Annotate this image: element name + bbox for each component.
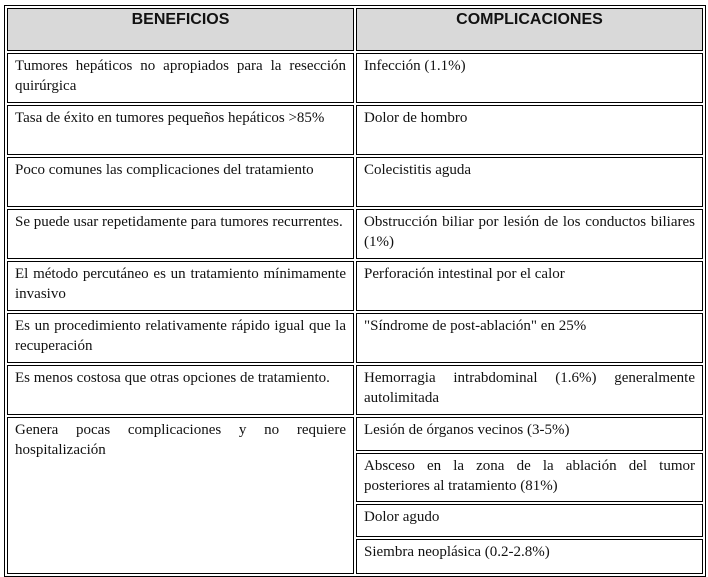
complication-cell: Siembra neoplásica (0.2-2.8%) (356, 539, 703, 574)
complication-cell: Dolor agudo (356, 504, 703, 537)
table-row (7, 105, 703, 155)
table-row (7, 313, 703, 363)
table-row (7, 417, 703, 451)
header-benefits: BENEFICIOS (7, 8, 354, 51)
table-row (7, 261, 703, 311)
complication-cell: Dolor de hombro (356, 105, 703, 155)
complication-cell: Lesión de órganos vecinos (3-5%) (356, 417, 703, 451)
benefit-cell: Se puede usar repetidamente para tumores recurrentes. (7, 209, 354, 259)
complication-cell: Absceso en la zona de la ablación del tumor posteriores al tratamiento (81%) (356, 453, 703, 502)
header-complications: COMPLICACIONES (356, 8, 703, 51)
complication-cell: Colecistitis aguda (356, 157, 703, 207)
benefit-cell: Tasa de éxito en tumores pequeños hepáticos >85% (7, 105, 354, 155)
complication-cell: Obstrucción biliar por lesión de los conductos biliares (1%) (356, 209, 703, 259)
table-row (7, 365, 703, 415)
benefit-cell: Poco comunes las complicaciones del tratamiento (7, 157, 354, 207)
complication-cell: Hemorragia intrabdominal (1.6%) generalmente autolimitada (356, 365, 703, 415)
table-row (7, 53, 703, 103)
table-row (7, 157, 703, 207)
header-row (7, 8, 703, 51)
benefit-cell: El método percutáneo es un tratamiento mínimamente invasivo (7, 261, 354, 311)
complication-cell: "Síndrome de post-ablación" en 25% (356, 313, 703, 363)
benefit-cell: Es un procedimiento relativamente rápido igual que la recuperación (7, 313, 354, 363)
table-row (7, 209, 703, 259)
benefit-cell: Tumores hepáticos no apropiados para la resección quirúrgica (7, 53, 354, 103)
benefit-cell: Genera pocas complicaciones y no requiere hospitalización (7, 417, 354, 574)
benefits-complications-table (4, 5, 706, 577)
complication-cell: Infección (1.1%) (356, 53, 703, 103)
benefit-cell: Es menos costosa que otras opciones de tratamiento. (7, 365, 354, 415)
complication-cell: Perforación intestinal por el calor (356, 261, 703, 311)
